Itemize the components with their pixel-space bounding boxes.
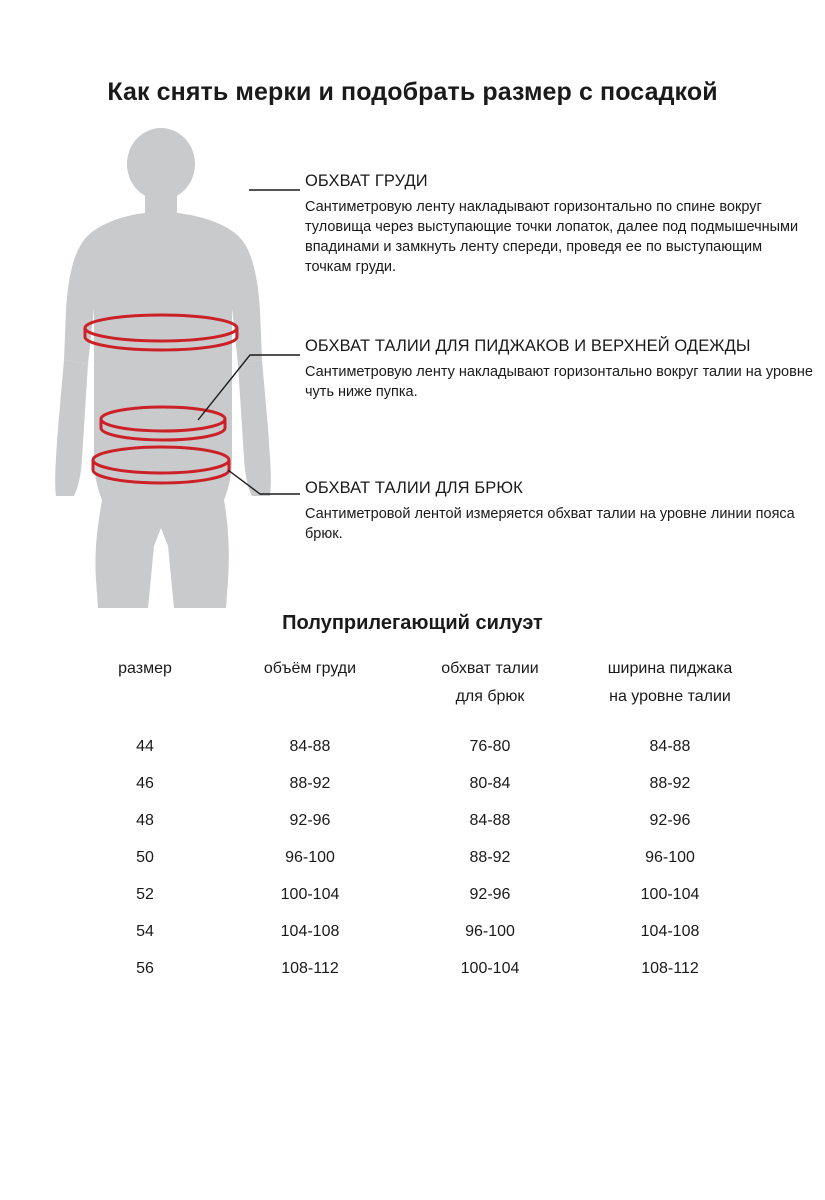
callout-chest bbox=[305, 172, 805, 277]
column-header-waist: обхват талии bbox=[441, 660, 539, 677]
callout-trouser-waist-heading: ОБХВАТ ТАЛИИ ДЛЯ БРЮК bbox=[305, 479, 523, 497]
cell-waist: 84-88 bbox=[469, 811, 511, 829]
cell-jacket-width: 88-92 bbox=[649, 774, 691, 792]
table-title: Полуприлегающий силуэт bbox=[282, 612, 543, 634]
cell-waist: 80-84 bbox=[469, 774, 511, 792]
cell-chest: 84-88 bbox=[289, 737, 331, 755]
cell-jacket-width: 100-104 bbox=[640, 885, 700, 903]
cell-size: 44 bbox=[136, 737, 154, 755]
cell-chest: 108-112 bbox=[281, 959, 339, 977]
cell-jacket-width: 108-112 bbox=[641, 959, 699, 977]
cell-size: 56 bbox=[136, 959, 154, 977]
callout-jacket-waist-heading: ОБХВАТ ТАЛИИ ДЛЯ ПИДЖАКОВ И ВЕРХНЕЙ ОДЕЖДЫ bbox=[305, 337, 751, 355]
cell-size: 50 bbox=[136, 848, 154, 866]
table-row bbox=[70, 950, 760, 987]
table-row bbox=[70, 913, 760, 950]
column-subheader-chest bbox=[220, 688, 400, 728]
cell-waist: 76-80 bbox=[469, 737, 511, 755]
column-subheader-jacket-width: на уровне талии bbox=[609, 688, 731, 705]
cell-waist: 88-92 bbox=[469, 848, 511, 866]
cell-chest: 96-100 bbox=[285, 848, 335, 866]
cell-chest: 92-96 bbox=[289, 811, 331, 829]
size-table bbox=[70, 660, 760, 987]
cell-chest: 88-92 bbox=[289, 774, 331, 792]
cell-chest: 104-108 bbox=[280, 922, 340, 940]
cell-size: 46 bbox=[136, 774, 154, 792]
cell-jacket-width: 84-88 bbox=[649, 737, 691, 755]
callout-chest-body: Сантиметровую ленту накладывают горизонтально по спине вокруг туловища через выступающие точки лопаток, далее под подмышечными впадинами и замкнуть ленту спереди, проведя ее по выступающим точкам груди. bbox=[305, 199, 799, 275]
callout-jacket-waist bbox=[305, 337, 815, 402]
table-subheader-row bbox=[70, 688, 760, 728]
column-header-jacket-width: ширина пиджака bbox=[607, 660, 733, 677]
cell-jacket-width: 92-96 bbox=[649, 811, 691, 829]
cell-size: 48 bbox=[136, 811, 154, 829]
cell-chest: 100-104 bbox=[280, 885, 340, 903]
callout-trouser-waist-body: Сантиметровой лентой измеряется обхват талии на уровне линии пояса брюк. bbox=[305, 506, 795, 542]
cell-jacket-width: 104-108 bbox=[640, 922, 700, 940]
table-row bbox=[70, 765, 760, 802]
cell-size: 54 bbox=[136, 922, 154, 940]
cell-size: 52 bbox=[136, 885, 154, 903]
cell-waist: 92-96 bbox=[469, 885, 511, 903]
column-header-size: размер bbox=[118, 660, 172, 677]
cell-waist: 100-104 bbox=[460, 959, 520, 977]
table-row bbox=[70, 839, 760, 876]
table-row bbox=[70, 802, 760, 839]
body-figure bbox=[28, 128, 298, 608]
table-row bbox=[70, 728, 760, 765]
cell-waist: 96-100 bbox=[465, 922, 515, 940]
callout-chest-heading: ОБХВАТ ГРУДИ bbox=[305, 172, 428, 190]
callout-jacket-waist-body: Сантиметровую ленту накладывают горизонтально вокруг талии на уровне чуть ниже пупка. bbox=[305, 364, 813, 400]
column-subheader-waist: для брюк bbox=[455, 688, 525, 705]
column-header-chest: объём груди bbox=[263, 660, 357, 677]
page-title: Как снять мерки и подобрать размер с посадкой bbox=[107, 78, 718, 106]
column-subheader-size bbox=[70, 688, 220, 728]
male-silhouette-icon bbox=[28, 128, 298, 608]
cell-jacket-width: 96-100 bbox=[645, 848, 695, 866]
table-row bbox=[70, 876, 760, 913]
table-header-row bbox=[70, 660, 760, 688]
callout-trouser-waist bbox=[305, 479, 805, 544]
